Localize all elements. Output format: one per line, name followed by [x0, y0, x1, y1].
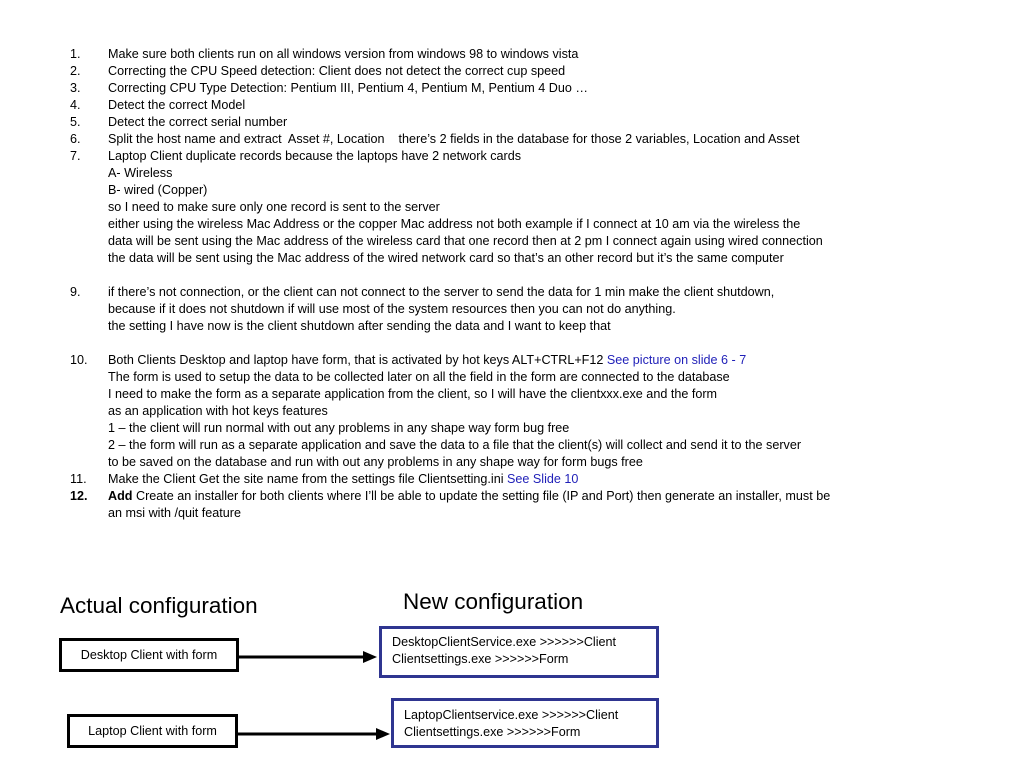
- list-item: [0, 182, 1024, 199]
- item-number: 6.: [70, 132, 81, 146]
- laptop-client-box: Laptop Client with form: [67, 714, 238, 748]
- item-text: if there’s not connection, or the client can not connect to the server to send the data for 1 min make the client shutdown,: [108, 285, 775, 299]
- item-text-wrapper: [108, 488, 830, 505]
- item-text: The form is used to setup the data to be collected later on all the field in the form are connected to the database: [108, 370, 730, 384]
- item-text: Create an installer for both clients where I’ll be able to update the setting file (IP and Port) then generate an installer, must be: [132, 489, 831, 503]
- item-text: Detect the correct serial number: [108, 115, 288, 129]
- list-item: [0, 63, 1024, 80]
- item-number: 1.: [70, 47, 81, 61]
- item-bold-label: Add: [108, 489, 133, 503]
- list-item: [0, 199, 1024, 216]
- laptop-settings-line: Clientsettings.exe >>>>>>Form: [404, 725, 581, 739]
- item-number: 7.: [70, 149, 81, 163]
- item-text: Make the Client Get the site name from the settings file Clientsetting.ini: [108, 472, 507, 486]
- laptop-new-config-box: [391, 698, 659, 748]
- list-item: [0, 505, 1024, 522]
- item-text: the data will be sent using the Mac address of the wired network card so that’s an other record but it’s the same computer: [108, 251, 784, 265]
- item-text: 2 – the form will run as a separate application and save the data to a file that the client(s) will collect and send it to the server: [108, 438, 802, 452]
- item-text: so I need to make sure only one record is sent to the server: [108, 200, 440, 214]
- desktop-arrow-icon: [239, 648, 377, 666]
- list-item: [0, 148, 1024, 165]
- item-number: 4.: [70, 98, 81, 112]
- item-number: 3.: [70, 81, 81, 95]
- desktop-new-config-box: [379, 626, 659, 678]
- item-text: Make sure both clients run on all windows version from windows 98 to windows vista: [108, 47, 579, 61]
- item-number: 10.: [70, 353, 88, 367]
- slide-link[interactable]: See Slide 10: [507, 472, 579, 486]
- laptop-service-line: LaptopClientservice.exe >>>>>>Client: [404, 708, 619, 722]
- item-number: 12.: [70, 489, 88, 503]
- item-text: A- Wireless: [108, 166, 173, 180]
- list-item: [0, 352, 1024, 369]
- item-text: as an application with hot keys features: [108, 404, 328, 418]
- item-text: the setting I have now is the client shutdown after sending the data and I want to keep that: [108, 319, 611, 333]
- item-text: because if it does not shutdown if will use most of the system resources then you can not do anything.: [108, 302, 676, 316]
- list-item: [0, 437, 1024, 454]
- list-item: [0, 369, 1024, 386]
- item-text: B- wired (Copper): [108, 183, 208, 197]
- list-item: [0, 471, 1024, 488]
- item-text: Split the host name and extract Asset #, Location there’s 2 fields in the database for those 2 variables, Location and Asset: [108, 132, 800, 146]
- actual-configuration-heading: Actual configuration: [60, 593, 258, 618]
- list-spacer: [0, 267, 1024, 284]
- list-item: [0, 46, 1024, 63]
- list-item: [0, 216, 1024, 233]
- item-text: Correcting the CPU Speed detection: Client does not detect the correct cup speed: [108, 64, 566, 78]
- item-text: 1 – the client will run normal with out any problems in any shape way form bug free: [108, 421, 570, 435]
- desktop-client-box: Desktop Client with form: [59, 638, 239, 672]
- list-item: [0, 454, 1024, 471]
- list-spacer: [0, 335, 1024, 352]
- requirements-list: [0, 46, 1024, 522]
- item-text: an msi with /quit feature: [108, 506, 241, 520]
- item-text-wrapper: [108, 352, 746, 369]
- item-text: data will be sent using the Mac address of the wireless card that one record then at 2 pm I connect again using wired connection: [108, 234, 823, 248]
- item-text: Correcting CPU Type Detection: Pentium III, Pentium 4, Pentium M, Pentium 4 Duo …: [108, 81, 588, 95]
- item-number: 2.: [70, 64, 81, 78]
- item-text: either using the wireless Mac Address or the copper Mac address not both example if I connect at 10 am via the wireless the: [108, 217, 801, 231]
- list-item: [0, 318, 1024, 335]
- list-item: [0, 233, 1024, 250]
- item-text: Detect the correct Model: [108, 98, 246, 112]
- new-configuration-heading: New configuration: [403, 589, 584, 614]
- list-item: [0, 403, 1024, 420]
- item-number: 5.: [70, 115, 81, 129]
- list-item: [0, 114, 1024, 131]
- list-item: [0, 420, 1024, 437]
- list-item: [0, 284, 1024, 301]
- desktop-service-line: DesktopClientService.exe >>>>>>Client: [392, 635, 617, 649]
- list-item: [0, 131, 1024, 148]
- item-text: Both Clients Desktop and laptop have form, that is activated by hot keys ALT+CTRL+F12: [108, 353, 607, 367]
- item-number: 9.: [70, 285, 81, 299]
- list-item: [0, 80, 1024, 97]
- item-text: to be saved on the database and run with out any problems in any shape way for form bugs free: [108, 455, 643, 469]
- list-item: [0, 250, 1024, 267]
- item-text: Laptop Client duplicate records because the laptops have 2 network cards: [108, 149, 522, 163]
- item-text: I need to make the form as a separate application from the client, so I will have the clientxxx.exe and the form: [108, 387, 718, 401]
- desktop-settings-line: Clientsettings.exe >>>>>>Form: [392, 652, 569, 666]
- slide-link[interactable]: See picture on slide 6 - 7: [606, 353, 747, 367]
- list-item: [0, 165, 1024, 182]
- list-item: [0, 488, 1024, 505]
- list-item: [0, 301, 1024, 318]
- item-text-wrapper: [108, 471, 578, 488]
- item-number: 11.: [70, 472, 87, 486]
- list-item: [0, 97, 1024, 114]
- laptop-arrow-icon: [238, 725, 390, 743]
- list-item: [0, 386, 1024, 403]
